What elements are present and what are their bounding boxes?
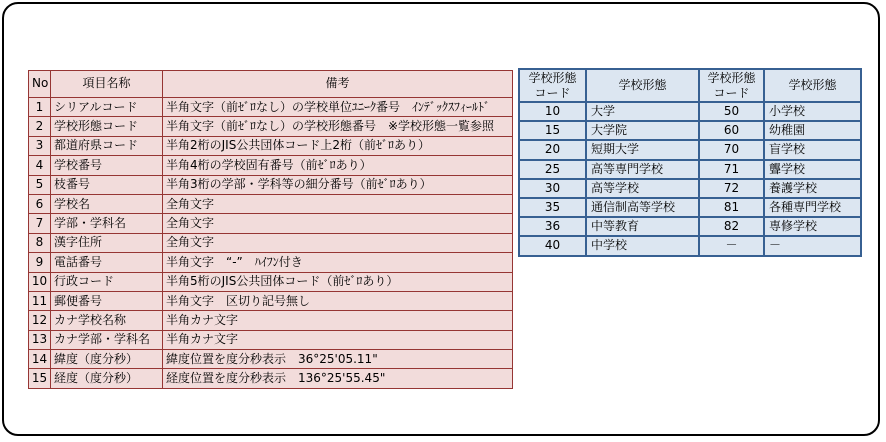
table-cell: 半角文字 “-” ﾊｲﾌﾝ付き	[163, 253, 513, 272]
table-cell: 72	[699, 179, 764, 198]
table-cell: 学校名	[51, 194, 163, 213]
table-cell: 電話番号	[51, 253, 163, 272]
table-cell: 緯度位置を度分秒表示 36°25'05.11"	[163, 350, 513, 369]
header-row	[29, 71, 513, 98]
table-row	[29, 330, 513, 349]
table-cell: 13	[29, 330, 51, 349]
table-row	[29, 350, 513, 369]
column-header-no: No	[29, 71, 51, 98]
table-cell: －	[699, 236, 764, 255]
table-cell: 高等学校	[586, 179, 699, 198]
table-cell: 7	[29, 214, 51, 233]
table-row	[29, 253, 513, 272]
column-header-remarks: 備考	[163, 71, 513, 98]
table-cell: 10	[519, 102, 586, 121]
table-cell: 半角カナ文字	[163, 311, 513, 330]
table-cell: 半角5桁のJIS公共団体コード（前ｾﾞﾛあり）	[163, 272, 513, 291]
table-cell: 枝番号	[51, 175, 163, 194]
table-cell: 全角文字	[163, 194, 513, 213]
table-row	[29, 98, 513, 117]
table-cell: 全角文字	[163, 233, 513, 252]
table-cell: 8	[29, 233, 51, 252]
table-cell: 半角文字 区切り記号無し	[163, 291, 513, 310]
table-cell: カナ学部・学科名	[51, 330, 163, 349]
table-row	[29, 175, 513, 194]
table-cell: 幼稚園	[764, 121, 861, 140]
table-cell: 学校番号	[51, 156, 163, 175]
table-row	[519, 160, 861, 179]
table-cell: 5	[29, 175, 51, 194]
table-cell: 緯度（度分秒）	[51, 350, 163, 369]
table-cell: 経度位置を度分秒表示 136°25'55.45"	[163, 369, 513, 388]
table-cell: 全角文字	[163, 214, 513, 233]
table-cell: 15	[29, 369, 51, 388]
table-row	[519, 236, 861, 255]
table-cell: 82	[699, 217, 764, 236]
table-cell: 40	[519, 236, 586, 255]
table-cell: 高等専門学校	[586, 160, 699, 179]
table-row	[29, 117, 513, 136]
column-header-school-form-2: 学校形態	[764, 69, 861, 102]
table-cell: 通信制高等学校	[586, 198, 699, 217]
table-cell: 6	[29, 194, 51, 213]
table-cell: 学部・学科名	[51, 214, 163, 233]
table-cell: 12	[29, 311, 51, 330]
table-row	[29, 214, 513, 233]
table-cell: 漢字住所	[51, 233, 163, 252]
table-cell: 10	[29, 272, 51, 291]
table-cell: 36	[519, 217, 586, 236]
table-cell: 70	[699, 140, 764, 159]
table-cell: －	[764, 236, 861, 255]
table-cell: 30	[519, 179, 586, 198]
table-row	[519, 179, 861, 198]
table-cell: 1	[29, 98, 51, 117]
table-row	[29, 233, 513, 252]
table-cell: 都道府県コード	[51, 136, 163, 155]
table-cell: 郵便番号	[51, 291, 163, 310]
table-row	[29, 369, 513, 388]
table-cell: 4	[29, 156, 51, 175]
table-cell: 50	[699, 102, 764, 121]
table-cell: 35	[519, 198, 586, 217]
table-cell: 14	[29, 350, 51, 369]
table-row	[519, 121, 861, 140]
table-cell: 専修学校	[764, 217, 861, 236]
table-cell: 11	[29, 291, 51, 310]
table-row	[519, 217, 861, 236]
table-cell: 大学院	[586, 121, 699, 140]
table-row	[519, 102, 861, 121]
column-header-item-name: 項目名称	[51, 71, 163, 98]
table-cell: 60	[699, 121, 764, 140]
table-cell: 25	[519, 160, 586, 179]
table-cell: 養護学校	[764, 179, 861, 198]
table-cell: 聾学校	[764, 160, 861, 179]
table-cell: 大学	[586, 102, 699, 121]
table-cell: 3	[29, 136, 51, 155]
table-cell: 小学校	[764, 102, 861, 121]
table-row	[519, 140, 861, 159]
table-cell: 半角文字（前ｾﾞﾛなし）の学校単位ﾕﾆｰｸ番号 ｲﾝﾃﾞｯｸｽﾌｨｰﾙﾄﾞ	[163, 98, 513, 117]
table-cell: 71	[699, 160, 764, 179]
table-row	[519, 198, 861, 217]
table-cell: 中学校	[586, 236, 699, 255]
table-row	[29, 136, 513, 155]
table-cell: 半角4桁の学校固有番号（前ｾﾞﾛあり）	[163, 156, 513, 175]
table-cell: 半角3桁の学部・学科等の細分番号（前ｾﾞﾛあり）	[163, 175, 513, 194]
table-row	[29, 194, 513, 213]
column-header-school-form-code-1: 学校形態コード	[519, 69, 586, 102]
table-cell: 中等教育	[586, 217, 699, 236]
table-cell: 半角文字（前ｾﾞﾛなし）の学校形態番号 ※学校形態一覧参照	[163, 117, 513, 136]
header-row	[519, 69, 861, 102]
column-header-school-form-1: 学校形態	[586, 69, 699, 102]
table-cell: 2	[29, 117, 51, 136]
table-cell: 学校形態コード	[51, 117, 163, 136]
table-row	[29, 311, 513, 330]
table-cell: 半角2桁のJIS公共団体コード上2桁（前ｾﾞﾛあり）	[163, 136, 513, 155]
table-row	[29, 272, 513, 291]
table-cell: 経度（度分秒）	[51, 369, 163, 388]
column-header-school-form-code-2: 学校形態コード	[699, 69, 764, 102]
table-cell: 20	[519, 140, 586, 159]
table-cell: カナ学校名称	[51, 311, 163, 330]
table-cell: シリアルコード	[51, 98, 163, 117]
school-form-code-table	[518, 68, 862, 257]
table-cell: 15	[519, 121, 586, 140]
table-cell: 各種専門学校	[764, 198, 861, 217]
table-row	[29, 291, 513, 310]
table-cell: 半角カナ文字	[163, 330, 513, 349]
table-cell: 81	[699, 198, 764, 217]
field-spec-table	[28, 70, 513, 389]
table-cell: 短期大学	[586, 140, 699, 159]
table-cell: 9	[29, 253, 51, 272]
table-row	[29, 156, 513, 175]
table-cell: 行政コード	[51, 272, 163, 291]
table-cell: 盲学校	[764, 140, 861, 159]
